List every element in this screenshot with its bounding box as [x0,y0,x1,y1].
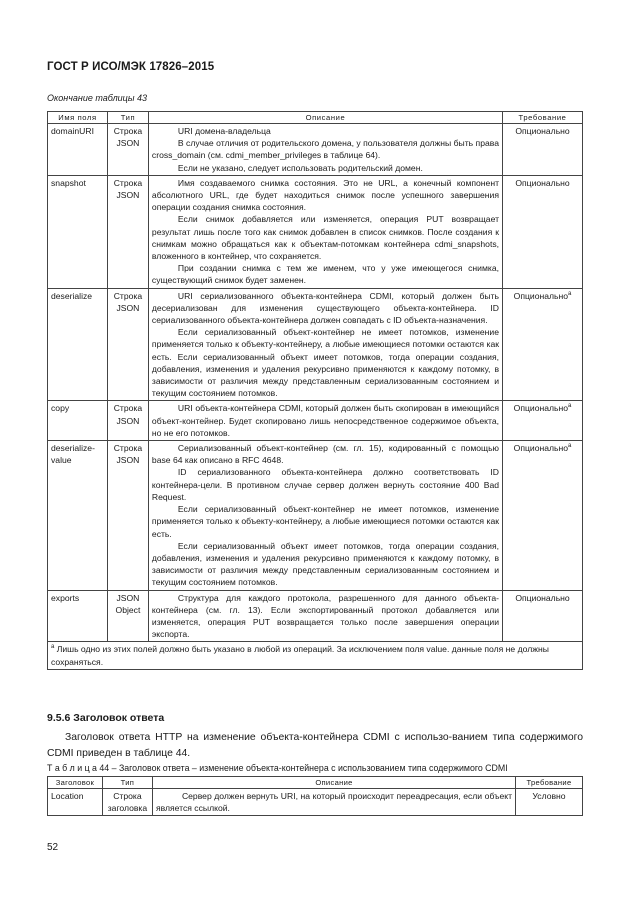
document-header: ГОСТ Р ИСО/МЭК 17826–2015 [47,61,215,73]
table-44-caption: Т а б л и ц а 44 – Заголовок ответа – изменение объекта-контейнера с использованием типа содержимого CDMI [47,763,508,773]
field-type-cell: Строка JSON [107,288,148,401]
description-paragraph: Структура для каждого протокола, разрешенного для данного объекта-контейнера (см. гл. 13). Если экспортированный протокол добавляется или изменяется, операция PUT возвращается только после завершения операции экспорта. [151,592,500,640]
footnote-marker: a [568,443,572,450]
description-paragraph: Если сериализованный объект-контейнер не имеет потомков, изменение применяется только к объекту-контейнеру, а любые имеющиеся потомки остаются как есть. [151,504,500,539]
description-paragraph: В случае отличия от родительского домена, у пользователя должны быть права cross_domain (см. cdmi_member_privileges в таблице 64). [151,138,500,161]
description-cell [148,175,502,288]
field-name-cell: deserialize-value [48,441,108,590]
section-paragraph: Заголовок ответа HTTP на изменение объекта-контейнера CDMI с использо-ванием типа содержимого CDMI приведен в таблице 44. [47,732,583,759]
page-number: 52 [47,842,59,853]
description-paragraph: ID сериализованного объекта-контейнера должно соответствовать ID контейнера-цели. В противном случае сервер должен вернуть состояние 400 Bad Request. [151,467,500,502]
table-row [48,288,583,401]
section-heading: 9.5.6 Заголовок ответа [47,712,165,724]
requirement-cell [503,590,583,642]
description-paragraph: Имя создаваемого снимка состояния. Это не URL, а конечный компонент абсолютного URL, где будет находиться снимок после успешного завершения операции создания снимка состояния. [151,177,500,213]
column-header: Тип [107,112,148,124]
requirement-cell [503,124,583,176]
table-row [48,175,583,288]
requirement-text: Опционально [513,290,569,301]
column-header: Описание [148,112,502,124]
description-paragraph: Если сериализованный объект имеет потомков, тогда операции создания, добавления, изменения и удаления рекурсивно применяются к каждому потомку, в зависимости от различия между представленным сериализованным состоянием и текущим состоянием потомков. [151,540,500,588]
requirement-text: Опционально [513,403,569,414]
field-type-cell: Строка JSON [107,175,148,288]
description-paragraph: Если снимок добавляется или изменяется, операция PUT возвращает результат лишь после того как снимок добавлен в список снимков. После создания к снимкам можно обращаться как к объектам-потомкам контейнера cdmi_snapshots, вложенного в контейнер, что сохраняется. [151,214,500,262]
requirement-text: Опционально [515,177,570,188]
description-paragraph: При создании снимка с тем же именем, что у уже имеющегося снимка, существующий снимок будет заменен. [151,263,500,286]
requirement-cell [503,288,583,401]
table-row [48,124,583,176]
footnote-marker: a [568,290,572,297]
column-header: Имя поля [48,112,108,124]
description-paragraph: URI объекта-контейнера CDMI, который должен быть скопирован в имеющийся объект-контейнер. Будет скопировано лишь непосредственное содержимое объекта, но не его потомков. [151,403,500,438]
table-footnote [48,642,583,669]
requirement-cell [503,175,583,288]
footnote-text: Лишь одно из этих полей должно быть указано в любой из операций. За исключением поля value. данные поля не должны сохраняться. [51,644,549,667]
header-type-cell: Строка заголовка [102,789,152,816]
table-row [48,789,583,816]
table-footnote-row [48,642,583,669]
field-name-cell: deserialize [48,288,108,401]
column-header: Тип [102,777,152,789]
table-43-caption: Окончание таблицы 43 [47,93,147,103]
requirement-cell [503,441,583,590]
table-44-header-row [48,777,583,789]
column-header: Описание [152,777,515,789]
table-44 [47,776,583,816]
field-name-cell: snapshot [48,175,108,288]
description-paragraph: Если не указано, следует использовать родительский домен. [177,162,423,173]
description-cell [148,590,502,642]
table-row [48,590,583,642]
header-name-cell: Location [48,789,103,816]
column-header: Требование [503,112,583,124]
requirement-cell: Условно [516,789,583,816]
requirement-text: Опционально [515,592,570,603]
description-paragraph: Сериализованный объект-контейнер (см. гл. 15), кодированный с помощью base 64 как описано в RFC 4648. [151,443,500,466]
field-name-cell: exports [48,590,108,642]
table-43 [47,111,583,670]
table-row [48,441,583,590]
description-cell [148,288,502,401]
footnote-marker: a [51,644,55,651]
column-header: Требование [516,777,583,789]
description-paragraph: Сервер должен вернуть URI, на который происходит переадресация, если объект является ссылкой. [155,791,513,814]
field-type-cell: Строка JSON [107,441,148,590]
description-paragraph: URI сериализованного объекта-контейнера CDMI, который должен быть десериализован для изменения существующего объекта-контейнера. ID сериализованного объекта-контейнера должен совпадать с ID объекта-назначения. [151,290,500,326]
field-type-cell: Строка JSON [107,124,148,176]
description-cell [148,401,502,441]
requirement-text: Опционально [515,126,570,136]
requirement-text: Опционально [513,443,569,454]
description-cell [148,441,502,590]
requirement-cell [503,401,583,441]
column-header: Заголовок [48,777,103,789]
field-name-cell: domainURI [48,124,108,176]
table-43-header-row [48,112,583,124]
description-cell [152,789,515,816]
field-name-cell: copy [48,401,108,441]
description-paragraph: Если сериализованный объект-контейнер не имеет потомков, изменение применяется только к объекту-контейнеру, а любые имеющиеся потомки остаются как есть. Если сериализованный объект имеет потомков, тогда операции создания, добавления, изменения и удаления рекурсивно применяются к каждому потомку, в зависимости от различия между представленным сериализованным состоянием и текущим состоянием потомков. [151,327,500,399]
field-type-cell: Строка JSON [107,401,148,441]
footnote-marker: a [568,403,572,410]
description-paragraph: URI домена-владельца [177,126,271,136]
field-type-cell: JSON Object [107,590,148,642]
description-cell [148,124,502,176]
table-row [48,401,583,441]
